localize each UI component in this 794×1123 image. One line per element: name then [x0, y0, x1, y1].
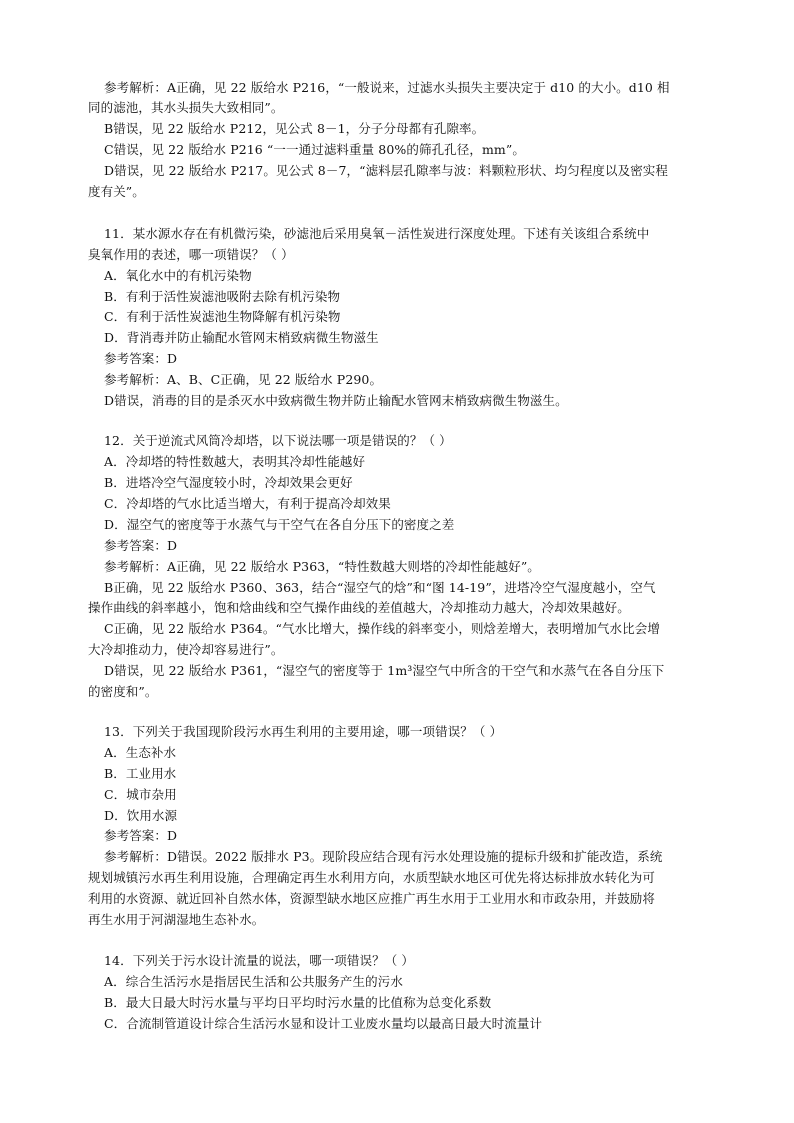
q12-analysis-line-7: 的密度和”。 — [88, 684, 158, 699]
q13-analysis-line-2: 规划城镇污水再生利用设施，合理确定再生水利用方向，水质型缺水地区可优先将达标排放水转化为可 — [88, 870, 656, 885]
q12-option-a: A．冷却塔的特性数越大，表明其冷却性能越好 — [104, 454, 366, 469]
q11-analysis-line-2: D错误，消毒的目的是杀灭水中致病微生物并防止输配水管网末梢致病微生物滋生。 — [104, 393, 568, 408]
q11-option-b: B．有利于活性炭滤池吸附去除有机污染物 — [104, 289, 341, 304]
q14-option-c: C．合流制管道设计综合生活污水显和设计工业废水量均以最高日最大时流量计 — [104, 1016, 543, 1031]
q12-option-d: D．湿空气的密度等于水蒸气与干空气在各自分压下的密度之差 — [104, 517, 455, 532]
q13-option-c: C．城市杂用 — [104, 787, 177, 802]
q11-stem-line-1: 11．某水源水存在有机微污染，砂滤池后采用臭氧－活性炭进行深度处理。下述有关该组合系统中 — [104, 226, 650, 241]
q14-option-b: B．最大日最大时污水量与平均日平均时污水量的比值称为总变化系数 — [104, 995, 492, 1010]
q11-answer: 参考答案：D — [104, 351, 178, 366]
q13-analysis-line-3: 利用的水资源、就近回补自然水体，资源型缺水地区应推广再生水用于工业用水和市政杂用，并鼓励将 — [88, 891, 656, 906]
q10-analysis-line-3: B错误，见 22 版给水 P212，见公式 8－1，分子分母都有孔隙率。 — [104, 121, 485, 136]
q14-option-a: A．综合生活污水是指居民生活和公共服务产生的污水 — [104, 974, 403, 989]
q12-option-c: C．冷却塔的气水比适当增大，有利于提高冷却效果 — [104, 496, 391, 511]
q11-analysis-line-1: 参考解析：A、B、C正确，见 22 版给水 P290。 — [104, 372, 383, 387]
q10-analysis-line-6: 度有关”。 — [88, 184, 145, 199]
q11-option-c: C．有利于活性炭滤池生物降解有机污染物 — [104, 309, 341, 324]
q12-analysis-line-6: D错误，见 22 版给水 P361，“湿空气的密度等于 1m³湿空气中所含的干空气和水蒸气在各自分压下 — [104, 663, 665, 678]
q10-analysis-line-4: C错误，见 22 版给水 P216 “一一通过滤料重量 80%的筛孔孔径，mm”。 — [104, 142, 525, 157]
q12-analysis-line-3: 操作曲线的斜率越小，饱和焓曲线和空气操作曲线的差值越大，冷却推动力越大，冷却效果越好。 — [88, 600, 630, 615]
q12-stem-line-1: 12．关于逆流式风筒冷却塔，以下说法哪一项是错误的？（ ） — [104, 433, 452, 448]
q11-stem-line-2: 臭氧作用的表述，哪一项错误？（ ） — [88, 247, 294, 262]
q11-option-a: A．氧化水中的有机污染物 — [104, 268, 252, 283]
q10-analysis-line-2: 同的滤池，其水头损失大致相同”。 — [88, 100, 284, 115]
q13-option-b: B．工业用水 — [104, 766, 177, 781]
q12-option-b: B．进塔冷空气湿度较小时，冷却效果会更好 — [104, 475, 353, 490]
q13-option-a: A．生态补水 — [104, 745, 177, 760]
q13-stem-line-1: 13．下列关于我国现阶段污水再生利用的主要用途，哪一项错误？（ ） — [104, 724, 503, 739]
q13-analysis-line-1: 参考解析：D错误。2022 版排水 P3。现阶段应结合现有污水处理设施的提标升级和扩能改造，系统 — [104, 849, 663, 864]
q12-analysis-line-5: 大冷却推动力，使冷却容易进行”。 — [88, 642, 284, 657]
q12-analysis-line-4: C正确，见 22 版给水 P364。“气水比增大，操作线的斜率变小，则焓差增大，表明增加气水比会增 — [104, 621, 660, 636]
q14-stem-line-1: 14．下列关于污水设计流量的说法，哪一项错误？（ ） — [104, 953, 414, 968]
q12-analysis-line-2: B正确，见 22 版给水 P360、363，结合“湿空气的焓”和“图 14-19”，进塔冷空气湿度越小，空气 — [104, 580, 656, 595]
q12-analysis-line-1: 参考解析：A正确，见 22 版给水 P363，“特性数越大则塔的冷却性能越好”。 — [104, 559, 540, 574]
q13-answer: 参考答案：D — [104, 828, 178, 843]
q11-option-d: D．背消毒并防止输配水管网末梢致病微生物滋生 — [104, 330, 379, 345]
q13-analysis-line-4: 再生水用于河湖湿地生态补水。 — [88, 912, 265, 927]
q12-answer: 参考答案：D — [104, 538, 178, 553]
q10-analysis-line-5: D错误，见 22 版给水 P217。见公式 8－7，“滤料层孔隙率与波：料颗粒形状、均匀程度以及密实程 — [104, 163, 668, 178]
q13-option-d: D．饮用水源 — [104, 808, 178, 823]
q10-analysis-line-1: 参考解析：A正确，见 22 版给水 P216，“一般说来，过滤水头损失主要决定于 d10 的大小。d10 相 — [104, 80, 670, 95]
